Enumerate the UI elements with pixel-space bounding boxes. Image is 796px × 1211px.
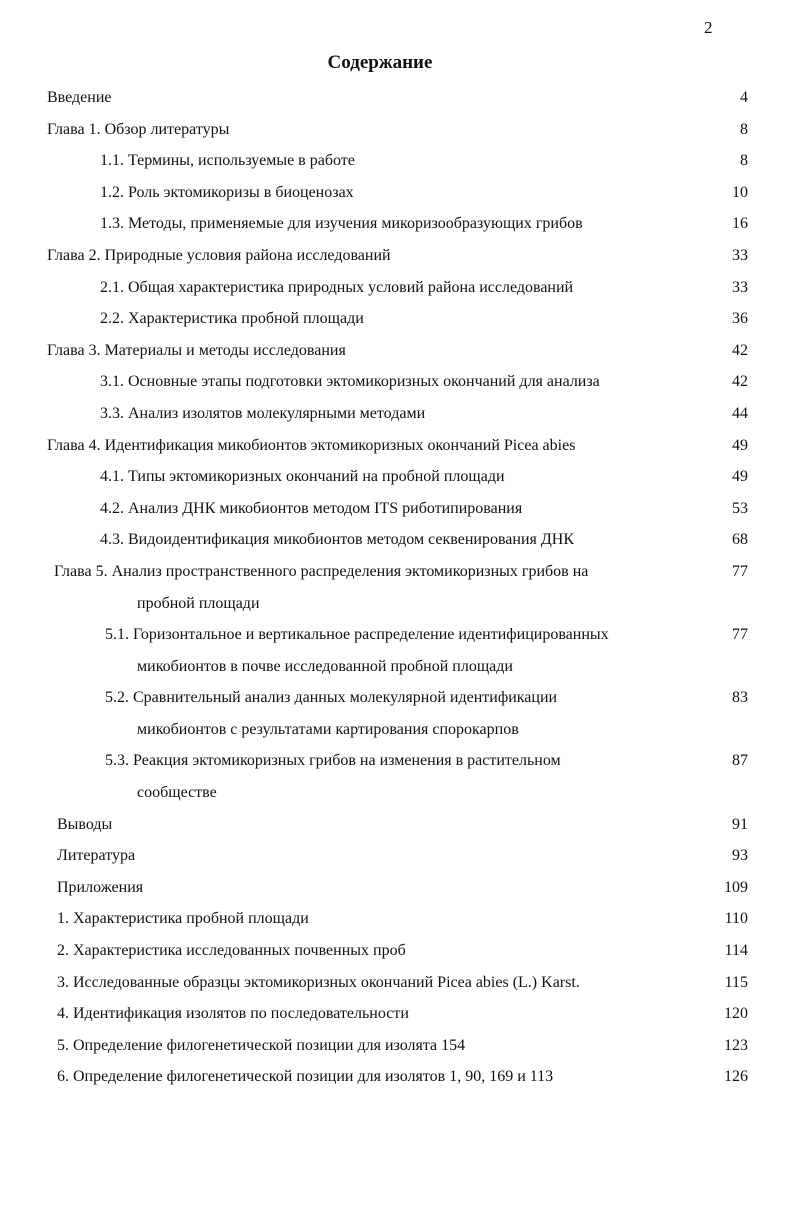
table-of-contents — [0, 86, 796, 1097]
toc-entry-title: Глава 1. Обзор литературы — [47, 120, 230, 138]
toc-entry-page: 42 — [732, 373, 748, 391]
toc-entry-title: 2.1. Общая характеристика природных условий района исследований — [100, 278, 574, 296]
toc-entry-title: Введение — [47, 89, 112, 106]
toc-entry — [0, 1002, 796, 1034]
toc-entry-continuation — [0, 718, 796, 750]
toc-entry — [0, 907, 796, 939]
toc-entry-page: 87 — [732, 752, 748, 770]
toc-entry — [0, 497, 796, 529]
toc-entry-page: 109 — [724, 878, 748, 896]
toc-entry-page: 8 — [740, 120, 748, 138]
toc-entry-title: 3.3. Анализ изолятов молекулярными методами — [100, 404, 426, 422]
toc-entry-continuation — [0, 655, 796, 687]
toc-entry — [0, 149, 796, 181]
toc-entry-title-continued: сообществе — [137, 784, 217, 802]
toc-entry-page: 83 — [732, 689, 748, 707]
toc-entry-title: 4. Идентификация изолятов по последовательности — [57, 1005, 409, 1023]
toc-entry — [0, 339, 796, 371]
toc-entry — [0, 939, 796, 971]
toc-entry-title: Глава 5. Анализ пространственного распределения эктомикоризных грибов на — [54, 562, 589, 580]
toc-entry-page: 123 — [724, 1036, 748, 1054]
toc-entry-page: 8 — [740, 152, 748, 170]
toc-entry-page: 126 — [724, 1068, 748, 1086]
toc-entry-title: 4.1. Типы эктомикоризных окончаний на пробной площади — [100, 468, 505, 486]
toc-entry-title: 2.2. Характеристика пробной площади — [100, 310, 364, 328]
toc-entry-title: 3. Исследованные образцы эктомикоризных окончаний Picea abies (L.) Karst. — [57, 973, 580, 991]
toc-entry-page: 120 — [724, 1005, 748, 1023]
toc-entry-page: 68 — [732, 531, 748, 549]
toc-entry — [0, 276, 796, 308]
toc-entry-page: 44 — [732, 404, 748, 422]
page-number: 2 — [704, 18, 713, 37]
toc-entry-title: 5.3. Реакция эктомикоризных грибов на изменения в растительном — [105, 752, 561, 770]
toc-entry-continuation — [0, 781, 796, 813]
toc-entry — [0, 370, 796, 402]
toc-entry — [0, 844, 796, 876]
toc-entry-title: 1.2. Роль эктомикоризы в биоценозах — [100, 183, 354, 201]
toc-entry-title-continued: микобионтов с результатами картирования спорокарпов — [137, 720, 519, 738]
toc-entry-title: 2. Характеристика исследованных почвенных проб — [57, 942, 406, 960]
toc-entry-page: 4 — [740, 89, 748, 106]
toc-entry — [0, 528, 796, 560]
toc-entry-page: 42 — [732, 341, 748, 359]
page-title: Содержание — [327, 52, 433, 73]
toc-entry-title: Глава 2. Природные условия района исследований — [47, 246, 391, 264]
toc-entry-title: Приложения — [57, 878, 144, 896]
toc-entry-title: Глава 3. Материалы и методы исследования — [47, 341, 346, 359]
toc-entry — [0, 623, 796, 655]
toc-entry-title: 4.3. Видоидентификация микобионтов методом секвенирования ДНК — [100, 531, 575, 549]
toc-entry-title: 1.3. Методы, применяемые для изучения микоризообразующих грибов — [100, 215, 583, 233]
toc-entry-title: Выводы — [57, 815, 113, 833]
toc-entry-title: 6. Определение филогенетической позиции для изолятов 1, 90, 169 и 113 — [57, 1068, 554, 1086]
toc-entry-page: 36 — [732, 310, 748, 328]
toc-entry — [0, 813, 796, 845]
toc-entry — [0, 86, 796, 118]
toc-entry-page: 33 — [732, 246, 748, 264]
toc-entry-title: 5.1. Горизонтальное и вертикальное распределение идентифицированных — [105, 626, 609, 644]
toc-entry — [0, 465, 796, 497]
toc-entry-page: 110 — [724, 910, 748, 928]
toc-entry-page: 91 — [732, 815, 748, 833]
toc-entry-page: 77 — [732, 626, 748, 644]
toc-entry — [0, 876, 796, 908]
toc-entry-title: 3.1. Основные этапы подготовки эктомикоризных окончаний для анализа — [100, 373, 600, 391]
toc-entry-title: Литература — [57, 847, 136, 865]
toc-entry-page: 93 — [732, 847, 748, 865]
toc-entry — [0, 244, 796, 276]
toc-entry-continuation — [0, 592, 796, 624]
toc-entry-page: 114 — [724, 942, 748, 960]
toc-entry-page: 53 — [732, 499, 748, 517]
toc-entry-title: 5.2. Сравнительный анализ данных молекулярной идентификации — [105, 689, 558, 707]
toc-entry-title: Глава 4. Идентификация микобионтов эктомикоризных окончаний Picea abies — [47, 436, 576, 454]
toc-entry-title: 5. Определение филогенетической позиции для изолята 154 — [57, 1036, 466, 1054]
toc-entry — [0, 307, 796, 339]
toc-entry-page: 33 — [732, 278, 748, 296]
toc-entry-page: 16 — [732, 215, 748, 233]
toc-entry-title: 1. Характеристика пробной площади — [57, 910, 309, 928]
toc-entry-page: 49 — [732, 436, 748, 454]
toc-entry — [0, 434, 796, 466]
toc-entry-title: 1.1. Термины, используемые в работе — [100, 152, 355, 170]
toc-entry — [0, 212, 796, 244]
toc-entry — [0, 181, 796, 213]
toc-entry-title: 4.2. Анализ ДНК микобионтов методом ITS риботипирования — [100, 499, 523, 517]
toc-entry — [0, 749, 796, 781]
toc-entry-page: 49 — [732, 468, 748, 486]
toc-entry-page: 115 — [724, 973, 748, 991]
toc-entry — [0, 971, 796, 1003]
toc-entry-title-continued: пробной площади — [137, 594, 260, 612]
toc-entry — [0, 560, 796, 592]
toc-entry-page: 77 — [732, 562, 748, 580]
toc-entry — [0, 402, 796, 434]
toc-entry-title-continued: микобионтов в почве исследованной пробной площади — [137, 657, 513, 675]
toc-entry — [0, 1065, 796, 1097]
toc-entry — [0, 118, 796, 150]
toc-entry-page: 10 — [732, 183, 748, 201]
toc-entry — [0, 686, 796, 718]
toc-entry — [0, 1034, 796, 1066]
